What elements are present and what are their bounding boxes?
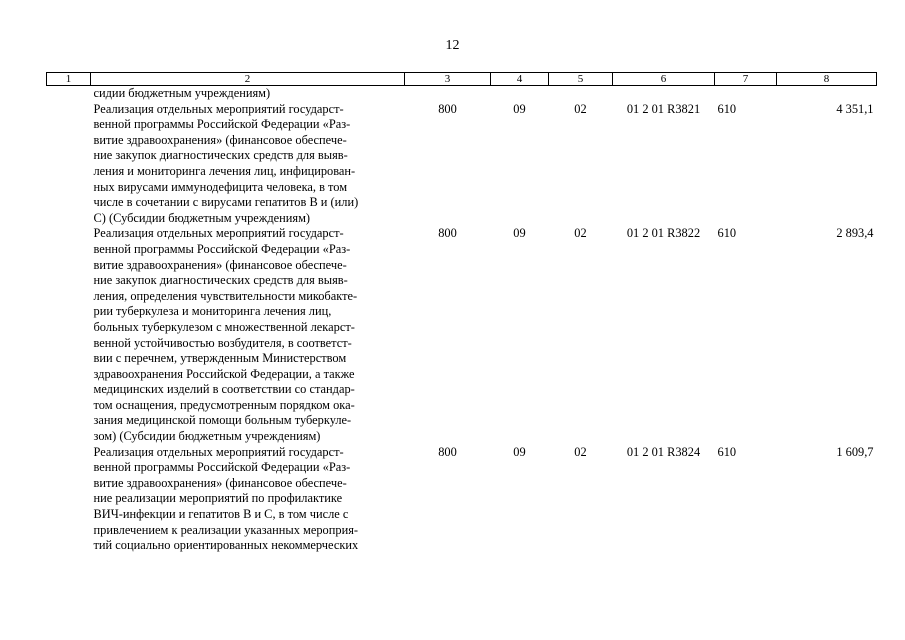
row-description: Реализация отдельных мероприятий государст- венной программы Российской Федерации «Раз- витие здравоохранения» (финансовое обеспече- ние реализации мероприятий по профилактике ВИЧ-инфекции и гепатитов B и C, в том числе с привлечением к реализации указанных мероприя- тий социально ориентированных некоммерческих bbox=[93, 444, 359, 553]
column-header: 6 bbox=[613, 73, 715, 86]
ministry-code bbox=[405, 86, 491, 102]
column-number-header-row bbox=[47, 73, 877, 86]
ministry-code: 800 bbox=[438, 444, 457, 459]
column-header: 5 bbox=[549, 73, 613, 86]
target-article-code: 01 2 01 R3822 bbox=[626, 226, 701, 241]
column-header: 3 bbox=[405, 73, 491, 86]
empty-cell bbox=[47, 86, 91, 102]
table-row bbox=[47, 445, 877, 554]
expense-type-code: 610 bbox=[717, 101, 737, 116]
budget-table bbox=[46, 72, 877, 554]
column-header: 8 bbox=[777, 73, 877, 86]
column-header: 1 bbox=[47, 73, 91, 86]
column-header: 2 bbox=[91, 73, 405, 86]
page-number: 12 bbox=[445, 38, 460, 53]
amount-value: 4 351,1 bbox=[836, 101, 874, 116]
subsection-code: 02 bbox=[574, 444, 587, 459]
expense-type-code bbox=[715, 86, 777, 102]
section-code: 09 bbox=[513, 444, 526, 459]
amount-value: 2 893,4 bbox=[836, 226, 874, 241]
empty-cell bbox=[47, 226, 91, 444]
subsection-code bbox=[549, 86, 613, 102]
table-row bbox=[47, 86, 877, 102]
ministry-code: 800 bbox=[438, 226, 457, 241]
subsection-code: 02 bbox=[574, 226, 587, 241]
column-header: 4 bbox=[491, 73, 549, 86]
row-description: сидии бюджетным учреждениям) bbox=[93, 86, 271, 100]
subsection-code: 02 bbox=[574, 101, 587, 116]
section-code bbox=[491, 86, 549, 102]
expense-type-code: 610 bbox=[717, 444, 737, 459]
column-header: 7 bbox=[715, 73, 777, 86]
target-article-code: 01 2 01 R3821 bbox=[626, 101, 701, 116]
target-article-code: 01 2 01 R3824 bbox=[626, 444, 701, 459]
expense-type-code: 610 bbox=[717, 226, 737, 241]
empty-cell bbox=[47, 445, 91, 554]
table-row bbox=[47, 226, 877, 444]
section-code: 09 bbox=[513, 101, 526, 116]
target-article-code bbox=[613, 86, 715, 102]
row-description: Реализация отдельных мероприятий государст- венной программы Российской Федерации «Раз- витие здравоохранения» (финансовое обеспече- ние закупок диагностических средств для выяв- ления и мониторинга лечения лиц, инфицирован- ных вирусами иммунодефицита человека, в том числе в сочетании с вирусами гепатитов B и (или) C) (Субсидии бюджетным учреждениям) bbox=[93, 101, 359, 225]
ministry-code: 800 bbox=[438, 101, 457, 116]
amount-value bbox=[777, 86, 877, 102]
table-row bbox=[47, 102, 877, 227]
empty-cell bbox=[47, 102, 91, 227]
amount-value: 1 609,7 bbox=[836, 444, 874, 459]
section-code: 09 bbox=[513, 226, 526, 241]
row-description: Реализация отдельных мероприятий государст- венной программы Российской Федерации «Раз- витие здравоохранения» (финансовое обеспече- ние закупок диагностических средств для выяв- ления, определения чувствительности микобакте- рии туберкулеза и мониторинга лечения лиц, больных туберкулезом с множественной лекарст- венной устойчивостью возбудителя, в соответст- вии с перечнем, утвержденным Министерством здравоохранения Российской Федерации, а также медицинских изделий в соответствии со стандар- том оснащения, предусмотренным порядком ока- зания медицинской помощи больным туберкуле- зом) (Субсидии бюджетным учреждениям) bbox=[93, 226, 358, 444]
